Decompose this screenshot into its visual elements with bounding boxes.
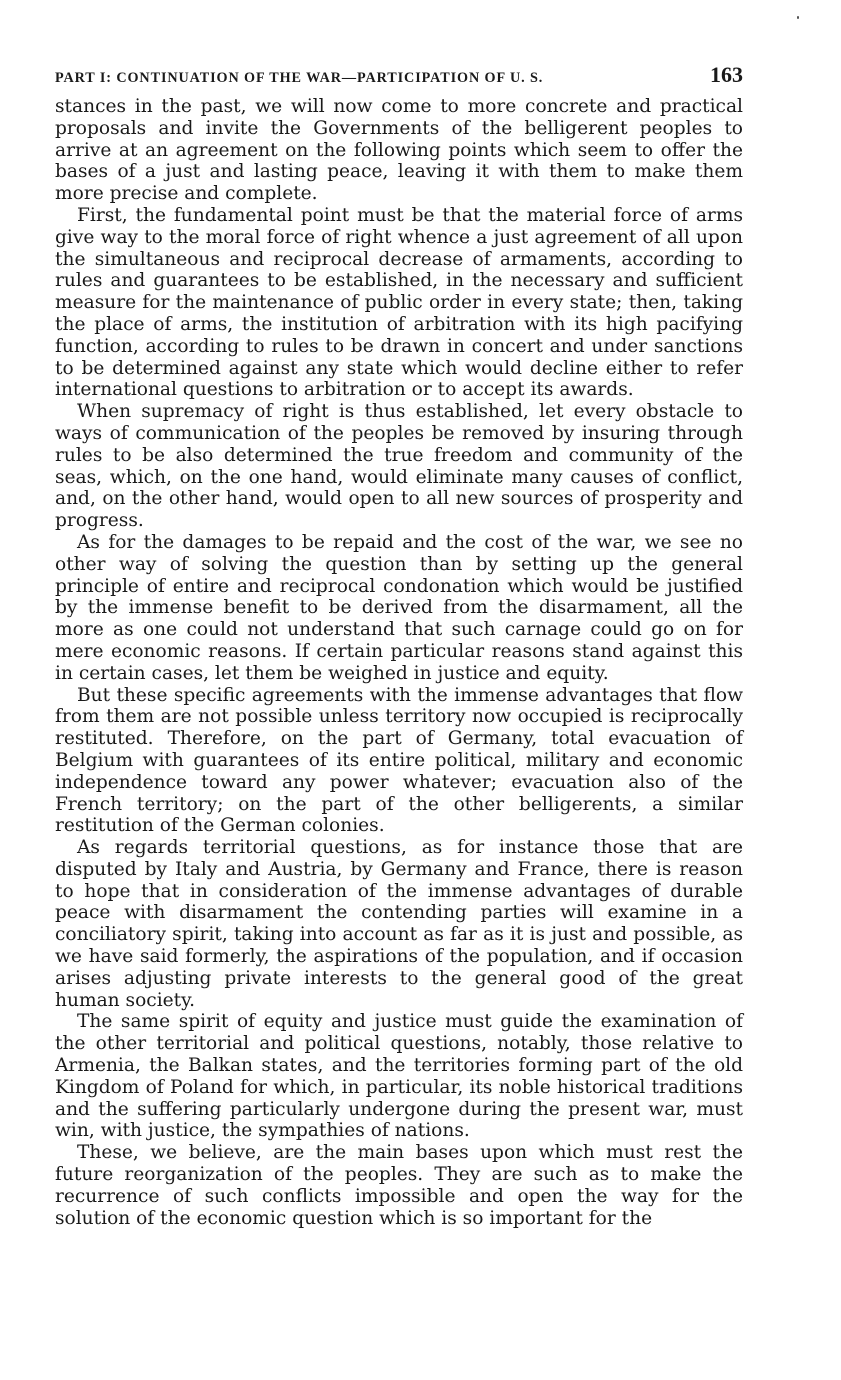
paragraph-armenia-balkans-poland: The same spirit of equity and justice must guide the examination of the other territorial and political questions, notably, those relative to Armenia, the Balkan states, and the territories forming part of the old Kingdom of Poland for which, in particular, its noble historical traditions and the suffering particularly undergone during the present war, must win, with justice, the sympathies of nations. (55, 1011, 743, 1142)
paragraph-territorial-questions: As regards territorial questions, as for instance those that are disputed by Italy and Austria, by Germany and France, there is reason to hope that in consideration of the immense advantages of durable peace with disarmament the contending parties will examine in a conciliatory spirit, taking into account as far as it is just and possible, as we have said formerly, the aspirations of the population, and if occasion arises adjusting private interests to the general good of the great human society. (55, 837, 743, 1011)
paragraph-armaments: First, the fundamental point must be that the material force of arms give way to the moral force of right whence a just agreement of all upon the simultaneous and reciprocal decrease of armaments, according to rules and guarantees to be established, in the necessary and sufficient measure for the maintenance of public order in every state; then, taking the place of arms, the institution of arbitration with its high pacifying function, according to rules to be drawn in concert and under sanctions to be determined against any state which would decline either to refer international questions to arbitration or to accept its awards. (55, 204, 743, 401)
paragraph-freedom-of-seas: When supremacy of right is thus established, let every obstacle to ways of communication of the peoples be removed by insuring through rules to be also determined the true freedom and community of the seas, which, on the one hand, would eliminate many causes of conflict, and, on the other hand, would open to all new sources of prosperity and progress. (55, 401, 743, 532)
page-number: 163 (710, 62, 743, 87)
paragraph-damages: As for the damages to be repaid and the cost of the war, we see no other way of solving the question than by setting up the general principle of entire and reciprocal condonation which would be justified by the immense benefit to be derived from the disarmament, all the more as one could not understand that such carnage could go on for mere economic reasons. If certain particular reasons stand against this in certain cases, let them be weighed in justice and equity. (55, 531, 743, 684)
paragraph-main-bases: These, we believe, are the main bases upon which must rest the future reorganization of the peoples. They are such as to make the recurrence of such conflicts impossible and open the way for the solution of the economic question which is so important for the (55, 1142, 743, 1229)
document-page (55, 62, 743, 1229)
body-text (55, 96, 743, 1229)
paragraph-continuation: stances in the past, we will now come to more concrete and practical proposals and invite the Governments of the belligerent peoples to arrive at an agreement on the following points which seem to offer the bases of a just and lasting peace, leaving it with them to make them more precise and complete. (55, 96, 743, 205)
paragraph-restitution: But these specific agreements with the immense advantages that flow from them are not possible unless territory now occupied is reciprocally restituted. Therefore, on the part of Germany, total evacuation of Belgium with guarantees of its entire political, military and economic independence toward any power whatever; evacuation also of the French territory; on the part of the other belligerents, a similar restitution of the German colonies. (55, 684, 743, 837)
running-head (55, 62, 743, 96)
running-title: PART I: CONTINUATION OF THE WAR—PARTICIPATION OF U. S. (55, 70, 544, 86)
scan-speck (797, 16, 799, 19)
